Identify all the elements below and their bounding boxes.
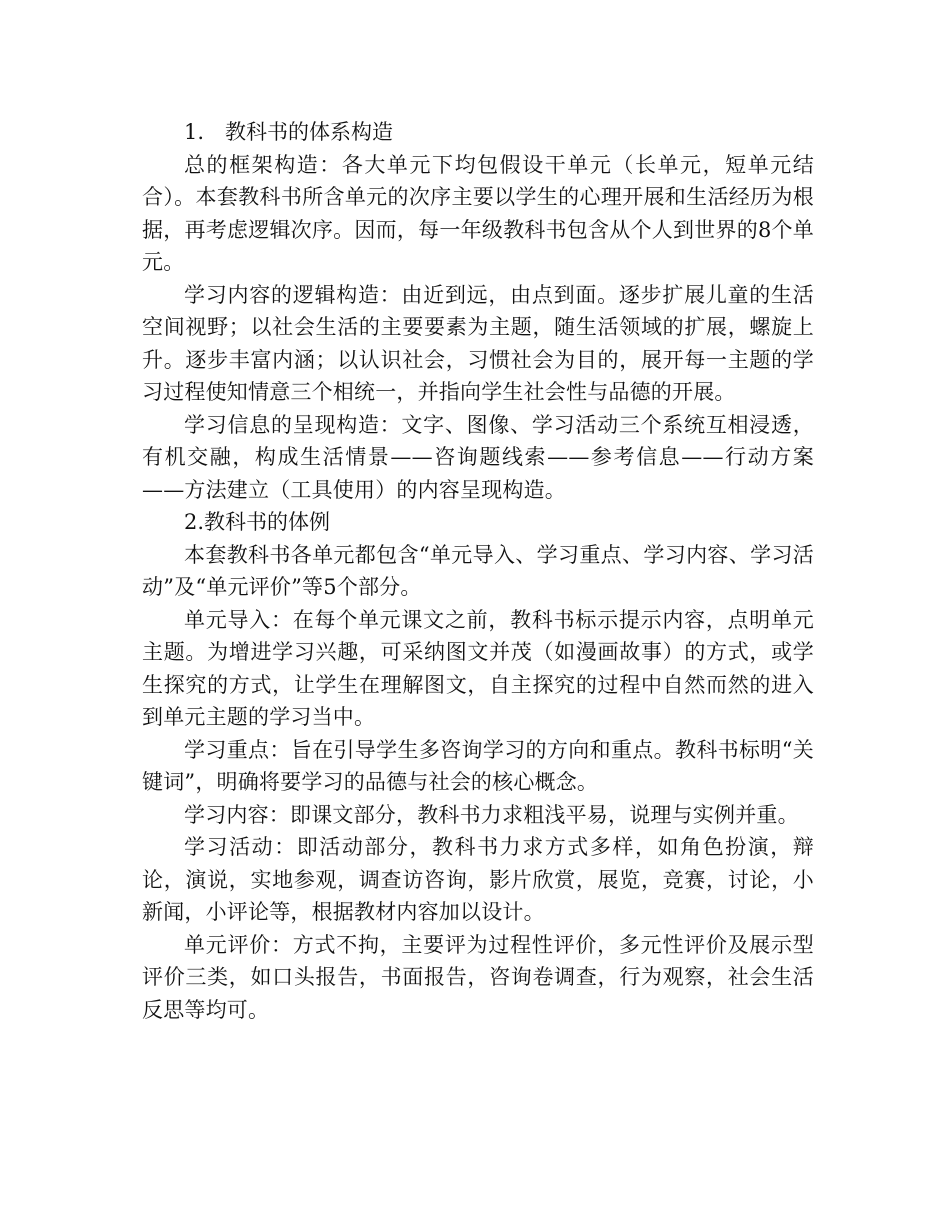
paragraph-learning-activities: 学习活动：即活动部分，教科书力求方式多样，如角色扮演，辩论，演说，实地参观，调查访咨询，影片欣赏，展览，竞赛，讨论，小新闻，小评论等，根据教材内容加以设计。 xyxy=(142,835,814,924)
paragraph-unit-parts: 本套教科书各单元都包含“单元导入、学习重点、学习内容、学习活动”及“单元评价”等5个部分。 xyxy=(142,542,814,599)
paragraph-unit-evaluation: 单元评价：方式不拘，主要评为过程性评价，多元性评价及展示型评价三类，如口头报告，书面报告，咨询卷调查，行为观察，社会生活反思等均可。 xyxy=(142,932,814,1022)
paragraph-learning-content: 学习内容：即课文部分，教科书力求粗浅平易，说理与实例并重。 xyxy=(184,802,799,827)
paragraph-logic-structure: 学习内容的逻辑构造：由近到远，由点到面。逐步扩展儿童的生活空间视野；以社会生活的主要要素为主题，随生活领域的扩展，螺旋上升。逐步丰富内涵；以认识社会，习惯社会为目的，展开每一主题的学习过程使知情意三个相统一，并指向学生社会性与品德的开展。 xyxy=(142,282,814,404)
section-heading-format: 2.教科书的体例 xyxy=(184,510,331,534)
section-heading-structure: 1. 教科书的体系构造 xyxy=(184,120,394,144)
paragraph-information-presentation: 学习信息的呈现构造：文字、图像、学习活动三个系统互相浸透，有机交融，构成生活情景——咨询题线索——参考信息——行动方案——方法建立（工具使用）的内容呈现构造。 xyxy=(142,412,814,502)
document-body xyxy=(142,116,814,1026)
paragraph-unit-introduction: 单元导入：在每个单元课文之前，教科书标示提示内容，点明单元主题。为增进学习兴趣，可采纳图文并茂（如漫画故事）的方式，或学生探究的方式，让学生在理解图文，自主探究的过程中自然而然的进入到单元主题的学习当中。 xyxy=(142,607,814,729)
paragraph-learning-focus: 学习重点：旨在引导学生多咨询学习的方向和重点。教科书标明“关键词”，明确将要学习的品德与社会的核心概念。 xyxy=(142,737,814,794)
paragraph-framework: 总的框架构造：各大单元下均包假设干单元（长单元，短单元结合）。本套教科书所含单元的次序主要以学生的心理开展和生活经历为根据，再考虑逻辑次序。因而，每一年级教科书包含从个人到世界的8个单元。 xyxy=(142,152,814,274)
